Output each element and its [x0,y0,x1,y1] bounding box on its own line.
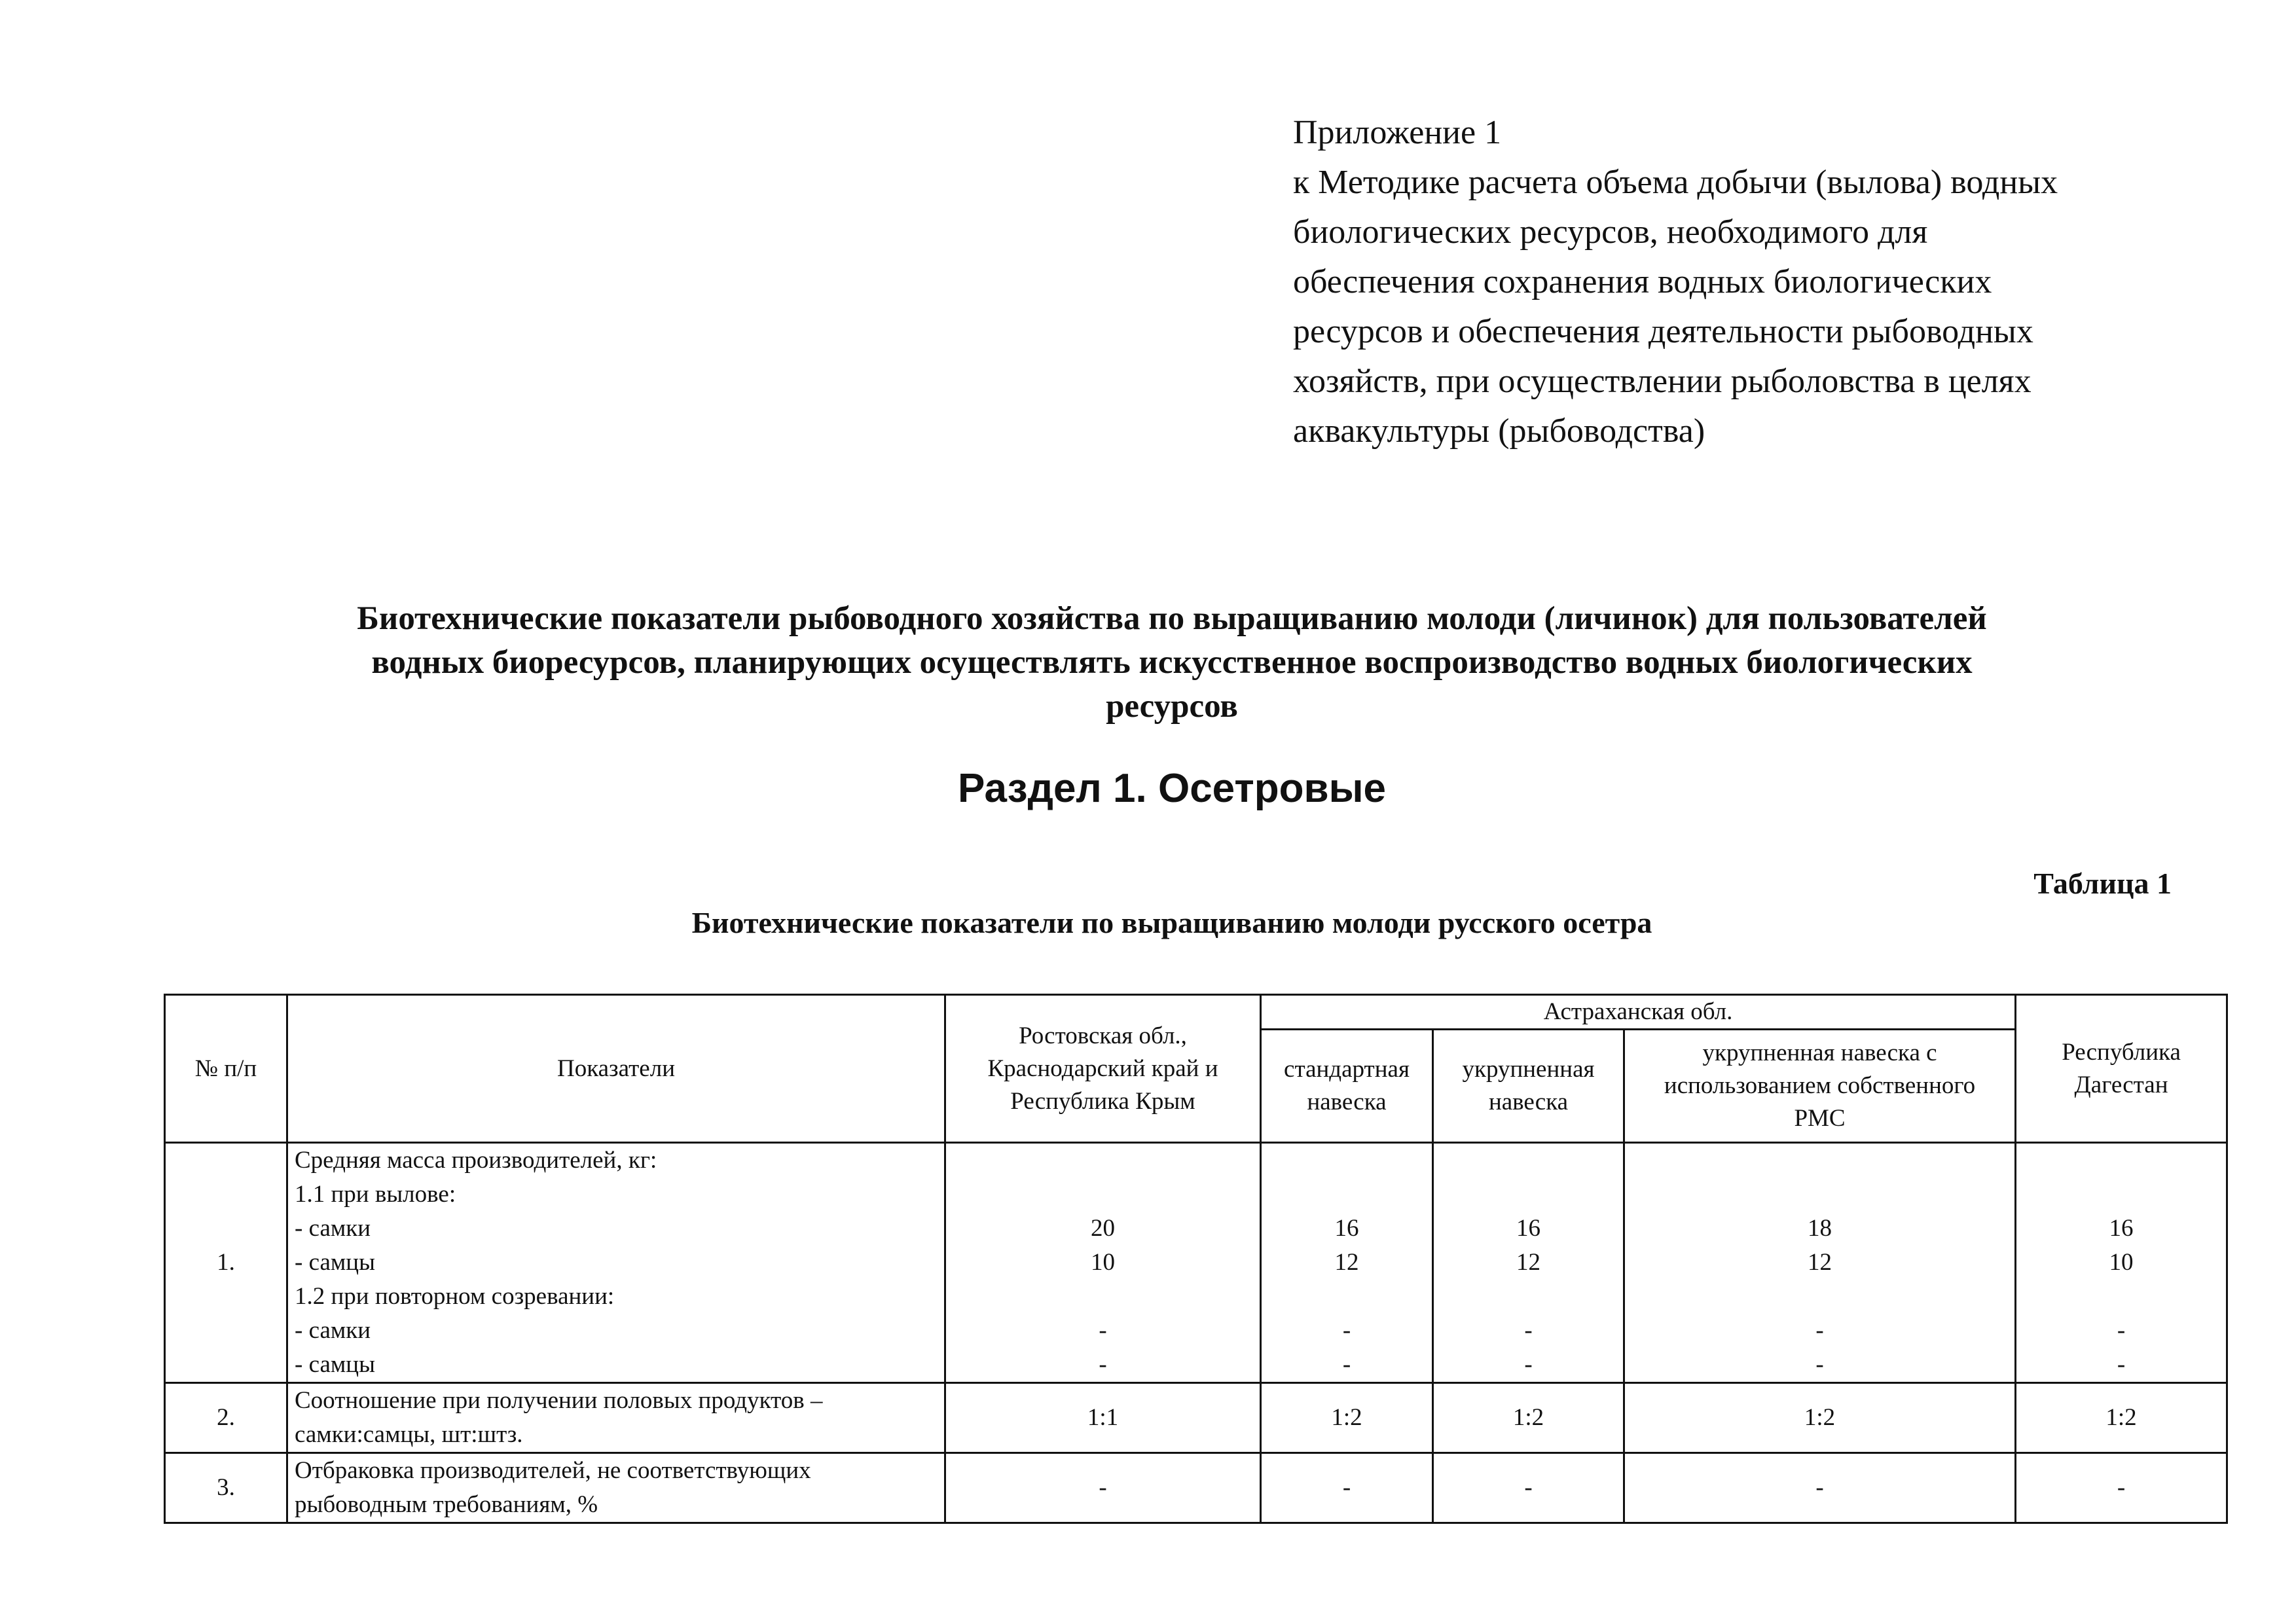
value-line: - [1815,1317,1824,1344]
value-line: 16 [1334,1215,1359,1242]
value-rostov [945,1143,1261,1383]
value-line: - [1815,1351,1824,1378]
value-line [1631,1280,2008,1314]
appendix-line: Приложение 1 [1293,114,1502,151]
appendix-line: биологических ресурсов, необходимого для [1293,213,1928,251]
header-num: № п/п [165,995,287,1143]
row-number: 2. [165,1383,287,1453]
row-number: 1. [165,1143,287,1383]
indicator-line: самки:самцы, шт:штз. [295,1421,523,1448]
value-line: - [1099,1317,1107,1344]
value-line: - [2117,1351,2126,1378]
table-row [165,1383,2227,1453]
value-line [1268,1144,1425,1178]
header-line: Ростовская обл., [1019,1022,1187,1049]
value-astrakhan-own: - [1624,1453,2016,1523]
value-line: - [1099,1351,1107,1378]
header-line: стандартная [1284,1056,1410,1083]
value-astrakhan-own [1624,1143,2016,1383]
header-line: использованием собственного [1664,1072,1976,1099]
value-line: 10 [2109,1249,2134,1276]
header-line: навеска [1488,1089,1569,1115]
value-line [2023,1280,2219,1314]
header-line: укрупненная навеска с [1702,1039,1937,1066]
value-line [2023,1144,2219,1178]
value-astrakhan-standard: 1:2 [1261,1383,1433,1453]
appendix-line: обеспечения сохранения водных биологических [1293,263,1992,300]
document-title [196,597,2147,729]
table-number-label: Таблица 1 [2033,867,2172,900]
value-astrakhan-own: 1:2 [1624,1383,2016,1453]
value-line: 12 [1334,1249,1359,1276]
value-line [1631,1178,2008,1212]
indicator-line: Средняя масса производителей, кг: [295,1147,657,1174]
appendix-line: ресурсов и обеспечения деятельности рыбоводных [1293,313,2033,350]
value-line: 16 [1516,1215,1540,1242]
value-line: 18 [1808,1215,1832,1242]
value-line: 12 [1808,1249,1832,1276]
value-astrakhan-large: 1:2 [1433,1383,1624,1453]
value-dagestan: 1:2 [2016,1383,2227,1453]
value-line [1631,1144,2008,1178]
appendix-line: хозяйств, при осуществлении рыболовства в целях [1293,363,2032,400]
row-indicator [287,1453,945,1523]
title-line: Биотехнические показатели рыбоводного хозяйства по выращиванию молоди (личинок) для пользователей [357,600,1987,637]
header-astrakhan-standard [1261,1030,1433,1143]
header-astrakhan-own [1624,1030,2016,1143]
header-line: Республика Крым [1010,1087,1195,1115]
title-line: ресурсов [1106,688,1238,725]
value-line: - [1524,1351,1533,1378]
value-line [953,1178,1253,1212]
header-astrakhan-group: Астраханская обл. [1261,995,2016,1030]
value-line: - [1524,1317,1533,1344]
header-rostov [945,995,1261,1143]
table-header-row [165,995,2227,1030]
value-line: - [1342,1317,1351,1344]
value-astrakhan-standard [1261,1143,1433,1383]
header-line: укрупненная [1462,1056,1595,1083]
row-indicator [287,1143,945,1383]
value-line: 16 [2109,1215,2134,1242]
value-line: - [1342,1351,1351,1378]
indicator-line: Отбраковка производителей, не соответствующих [295,1457,811,1484]
header-indicator: Показатели [287,995,945,1143]
table-caption: Биотехнические показатели по выращиванию молоди русского осетра [691,906,1652,939]
header-dagestan [2016,995,2227,1143]
indicator-line: - самки [295,1215,371,1242]
value-line [953,1144,1253,1178]
value-line: 12 [1516,1249,1540,1276]
value-line: - [2117,1317,2126,1344]
indicator-line: - самцы [295,1249,375,1276]
value-line [953,1280,1253,1314]
value-line [1440,1144,1616,1178]
row-number: 3. [165,1453,287,1523]
appendix-note [1293,108,2210,456]
value-astrakhan-large [1433,1143,1624,1383]
indicator-line: - самки [295,1317,371,1344]
indicator-line: Соотношение при получении половых продуктов – [295,1387,823,1414]
indicators-table [164,994,2228,1524]
appendix-line: к Методике расчета объема добычи (вылова) водных [1293,164,2058,201]
indicator-line: рыбоводным требованиям, % [295,1491,598,1518]
section-title: Раздел 1. Осетровые [958,766,1386,811]
value-rostov: 1:1 [945,1383,1261,1453]
value-line [2023,1178,2219,1212]
value-line [1268,1178,1425,1212]
value-line: 20 [1091,1215,1115,1242]
header-line: Республика [2062,1038,2181,1066]
value-dagestan: - [2016,1453,2227,1523]
header-line: РМС [1794,1105,1846,1132]
header-line: навеска [1307,1089,1387,1115]
value-rostov: - [945,1453,1261,1523]
header-astrakhan-large [1433,1030,1624,1143]
header-line: Дагестан [2074,1071,2168,1098]
indicator-line: 1.1 при вылове: [295,1181,456,1208]
title-line: водных биоресурсов, планирующих осуществлять искусственное воспроизводство водных биологических [371,644,1973,681]
value-line [1440,1178,1616,1212]
indicator-line: 1.2 при повторном созревании: [295,1283,615,1310]
table-row [165,1143,2227,1383]
indicator-line: - самцы [295,1351,375,1378]
appendix-line: аквакультуры (рыбоводства) [1293,412,1705,450]
table-row [165,1453,2227,1523]
header-line: Краснодарский край и [987,1055,1218,1082]
row-indicator [287,1383,945,1453]
value-line [1440,1280,1616,1314]
value-line [1268,1280,1425,1314]
value-dagestan [2016,1143,2227,1383]
value-astrakhan-standard: - [1261,1453,1433,1523]
value-astrakhan-large: - [1433,1453,1624,1523]
value-line: 10 [1091,1249,1115,1276]
